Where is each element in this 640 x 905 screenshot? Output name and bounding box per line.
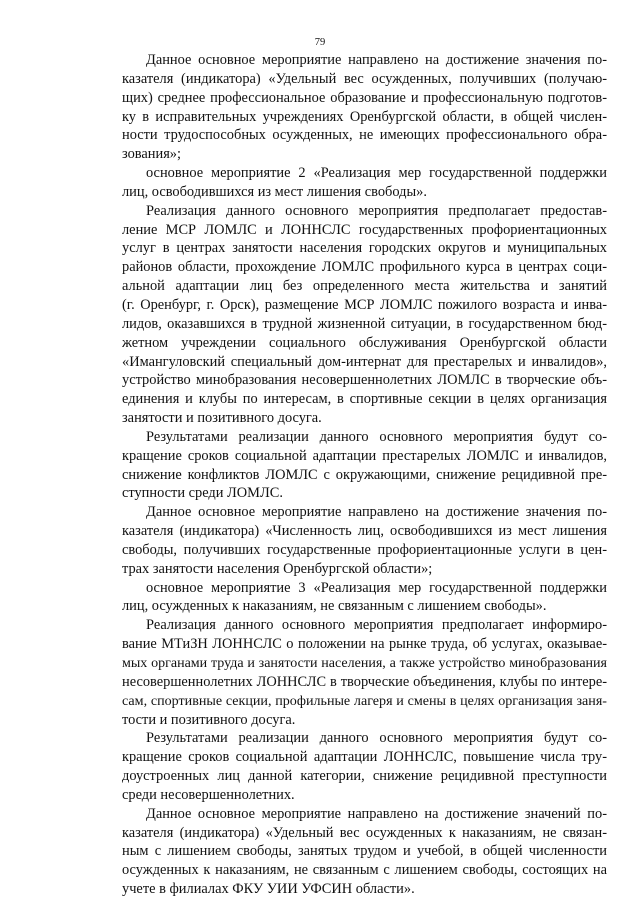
- text-line: основное мероприятие 2 «Реализация мер государственной поддержки: [146, 165, 607, 182]
- text-line: трах занятости населения Оренбургской области»;: [122, 560, 433, 577]
- text-line: сам, спортивные секции, профильные лагеря и смены в целях организация заня-: [122, 692, 607, 709]
- text-line: казателя (индикатора) «Удельный вес осужденных к наказаниям, не связан-: [122, 824, 607, 841]
- text-line: Результатами реализации данного основного мероприятия будут со-: [146, 730, 607, 747]
- text-line: жетном учреждении социального обслуживания Оренбургской области: [122, 334, 607, 351]
- text-line: свободы, получивших государственные профориентационные услуги в цен-: [122, 541, 607, 558]
- text-line: мых органами труда и занятости населения, а также устройство минобразования: [122, 655, 607, 671]
- text-line: кращение сроков социальной адаптации ЛОННСЛС, повышение числа тру-: [122, 749, 607, 766]
- text-line: учете в филиалах ФКУ УИИ УФСИН области».: [122, 881, 415, 898]
- page-number: 79: [314, 37, 326, 48]
- document-body: [122, 51, 607, 899]
- text-line: Реализация данного основного мероприятия предполагает информиро-: [146, 617, 607, 634]
- text-line: единения и клубы по интересам, в спортивные секции в целях организация: [122, 391, 607, 408]
- text-line: среди несовершеннолетних.: [122, 786, 295, 803]
- text-line: несовершеннолетних ЛОННСЛС в творческие объединения, клубы по интере-: [122, 673, 607, 690]
- text-line: (г. Оренбург, г. Орск), размещение МСР ЛОМЛС пожилого возраста и инва-: [122, 296, 607, 313]
- text-line: ным с лишением свободы, занятых трудом и учебой, в общей численности: [122, 843, 607, 860]
- text-line: «Имангуловский специальный дом-интернат для престарелых и инвалидов»,: [122, 353, 607, 370]
- text-line: тости и позитивного досуга.: [122, 711, 296, 728]
- text-line: лиц, освободившихся из мест лишения свободы».: [122, 183, 427, 200]
- text-line: Результатами реализации данного основного мероприятия будут со-: [146, 428, 607, 445]
- text-line: доустроенных лиц данной категории, снижение рецидивной преступности: [122, 768, 607, 785]
- text-line: лидов, оказавшихся в трудной жизненной ситуации, в государственном бюд-: [122, 315, 607, 332]
- text-line: лиц, осужденных к наказаниям, не связанным с лишением свободы».: [122, 598, 547, 615]
- text-line: Данное основное мероприятие направлено на достижение значения по-: [146, 52, 607, 68]
- text-line: казателя (индикатора) «Численность лиц, освободившихся из мест лишения: [122, 523, 607, 540]
- text-line: основное мероприятие 3 «Реализация мер государственной поддержки: [146, 579, 607, 596]
- text-line: Данное основное мероприятие направлено на достижение значения по-: [146, 504, 607, 521]
- text-line: вание МТиЗН ЛОННСЛС о положении на рынке труда, об услугах, оказывае-: [122, 636, 607, 653]
- text-line: Данное основное мероприятие направлено на достижение значений по-: [146, 805, 607, 822]
- text-line: альной адаптации лиц без определенного места жительства и занятий: [122, 278, 607, 295]
- text-line: Реализация данного основного мероприятия предполагает предостав-: [146, 202, 607, 219]
- text-line: ку в исправительных учреждениях Оренбургской области, в общей числен-: [122, 108, 607, 125]
- text-line: щих) среднее профессиональное образование и профессиональную подготов-: [122, 89, 607, 106]
- text-line: районов области, прохождение ЛОМЛС профильного курса в центрах соци-: [122, 259, 607, 276]
- text-line: занятости и позитивного досуга.: [122, 410, 322, 427]
- text-line: услуг в центрах занятости населения городских округов и муниципальных: [122, 240, 607, 257]
- text-line: осужденных к наказаниям, не связанным с лишением свободы, состоящих на: [122, 862, 607, 879]
- text-line: снижение конфликтов ЛОМЛС с окружающими, снижение рецидивной пре-: [122, 466, 607, 483]
- text-line: ности трудоспособных осужденных, не имеющих профессионального обра-: [122, 127, 607, 144]
- text-line: устройство минобразования несовершеннолетних ЛОМЛС в творческие объ-: [122, 372, 607, 389]
- text-line: казателя (индикатора) «Удельный вес осужденных, получивших (получаю-: [122, 70, 607, 87]
- text-line: ление МСР ЛОМЛС и ЛОННСЛС государственных профориентационных: [122, 221, 607, 238]
- text-line: кращение сроков социальной адаптации престарелых ЛОМЛС и инвалидов,: [122, 447, 607, 464]
- text-line: ступности среди ЛОМЛС.: [122, 485, 283, 502]
- text-line: зования»;: [122, 146, 182, 163]
